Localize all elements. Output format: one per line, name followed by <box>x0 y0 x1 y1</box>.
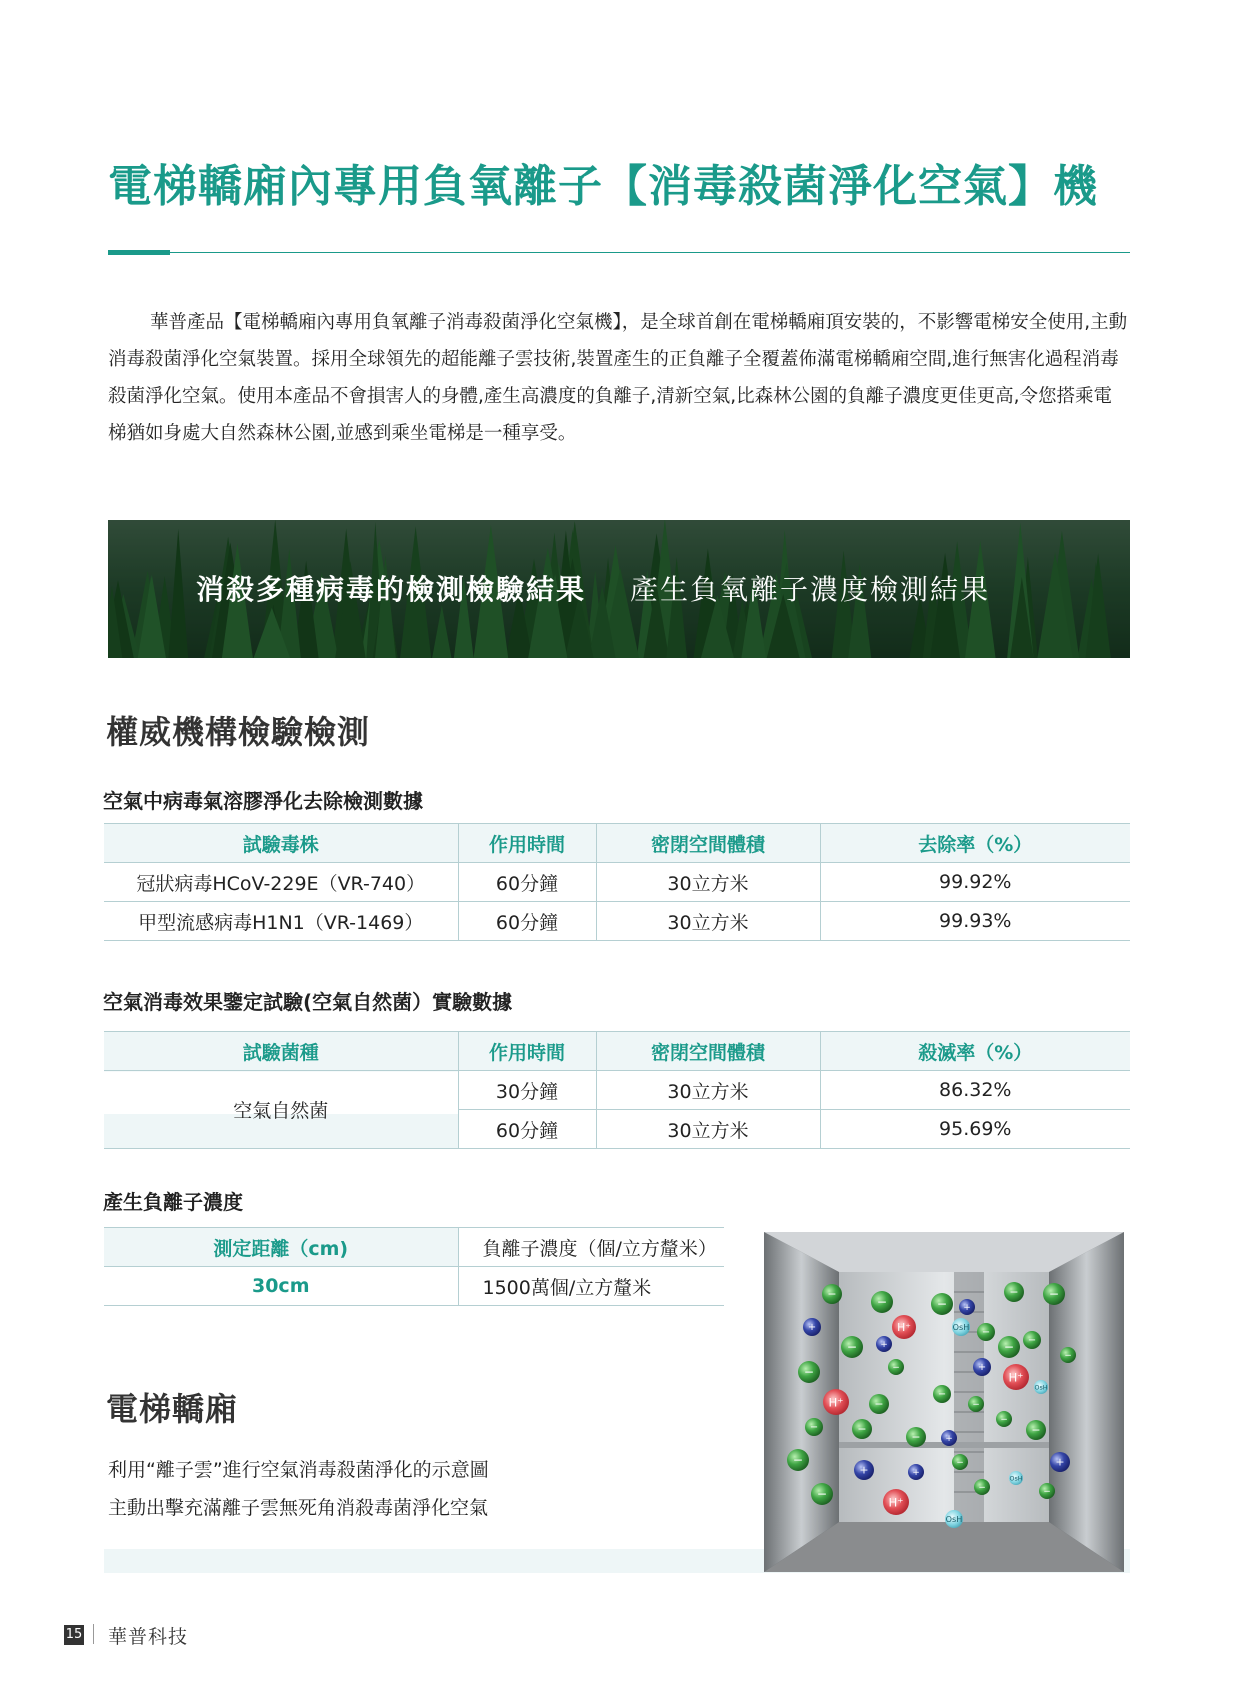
cell-strain: 甲型流感病毒H1N1（VR-1469） <box>104 902 458 941</box>
ion-label: + <box>912 1467 920 1478</box>
table-header-row <box>104 1032 1130 1071</box>
ion-label: − <box>827 1287 837 1301</box>
header-time: 作用時間 <box>458 824 596 863</box>
ion-label: OsH <box>1034 1384 1048 1392</box>
cell-volume: 30立方米 <box>596 863 820 902</box>
header-strain: 試驗毒株 <box>104 824 458 863</box>
table-row <box>104 902 1130 941</box>
ion-label: H⁺ <box>888 1495 904 1510</box>
ion-label: + <box>977 1362 987 1374</box>
forest-banner <box>108 520 1130 658</box>
elevator-image <box>764 1232 1124 1572</box>
banner-virus-results: 消殺多種病毒的檢測檢驗結果 <box>196 573 587 606</box>
ion-label: − <box>972 1399 980 1410</box>
elevator-caption-2: 主動出擊充滿離子雲無死角消殺毒菌淨化空氣 <box>108 1497 489 1519</box>
elevator-caption-1: 利用“離子雲”進行空氣消毒殺菌淨化的示意圖 <box>108 1459 489 1481</box>
ion-label: − <box>981 1327 991 1339</box>
ion-label: + <box>963 1302 971 1313</box>
table1-heading: 空氣中病毒氣溶膠淨化去除檢測數據 <box>103 789 423 813</box>
ion-label: − <box>857 1422 867 1436</box>
page-number: 15 <box>64 1625 84 1645</box>
ion-concentration-table <box>104 1227 724 1306</box>
elevator-ion-illustration <box>764 1232 1124 1572</box>
virus-removal-table <box>104 823 1130 941</box>
cell-distance: 30cm <box>104 1267 458 1306</box>
cell-rate: 99.93% <box>820 902 1130 941</box>
cell-rate: 86.32% <box>820 1071 1130 1110</box>
ion-label: H⁺ <box>1008 1370 1024 1385</box>
ion-label: − <box>1043 1486 1051 1497</box>
ion-label: − <box>911 1430 921 1444</box>
ion-label: − <box>978 1482 986 1493</box>
header-volume: 密閉空間體積 <box>596 824 820 863</box>
ion-label: − <box>846 1339 858 1354</box>
bacteria-kill-table <box>104 1031 1130 1149</box>
table-row <box>104 863 1130 902</box>
cell-time: 60分鐘 <box>458 1110 596 1149</box>
ion-label: − <box>1031 1423 1041 1437</box>
header-strain: 試驗菌種 <box>104 1032 458 1071</box>
ion-label: − <box>1064 1350 1072 1361</box>
table-header-row <box>104 824 1130 863</box>
cell-volume: 30立方米 <box>596 902 820 941</box>
elevator-heading: 電梯轎廂 <box>106 1390 239 1428</box>
ion-label: − <box>874 1397 884 1411</box>
banner-ion-results: 產生負氧離子濃度檢測結果 <box>630 573 991 606</box>
ion-label: − <box>956 1457 964 1468</box>
footer-divider <box>93 1624 94 1644</box>
ion-label: − <box>1048 1286 1060 1301</box>
ion-label: + <box>859 1463 869 1477</box>
ion-label: − <box>792 1452 804 1467</box>
cell-time: 60分鐘 <box>458 863 596 902</box>
header-time: 作用時間 <box>458 1032 596 1071</box>
header-distance: 測定距離（cm) <box>104 1228 458 1267</box>
title-underline <box>170 252 1130 253</box>
cell-volume: 30立方米 <box>596 1071 820 1110</box>
header-volume: 密閉空間體積 <box>596 1032 820 1071</box>
cell-rate: 95.69% <box>820 1110 1130 1149</box>
ion-label: − <box>936 1296 948 1311</box>
table-row <box>104 1071 1130 1110</box>
title-underline-accent <box>108 250 170 255</box>
ion-label: − <box>876 1294 888 1309</box>
cell-volume: 30立方米 <box>596 1110 820 1149</box>
table3-heading: 產生負離子濃度 <box>103 1190 243 1214</box>
ion-label: − <box>1027 1335 1037 1347</box>
table-header-row <box>104 1228 724 1267</box>
cell-concentration: 1500萬個/立方釐米 <box>458 1267 724 1306</box>
header-kill-rate: 殺滅率（%） <box>820 1032 1130 1071</box>
ion-label: OsH <box>945 1514 963 1525</box>
ion-label: − <box>816 1486 828 1501</box>
intro-paragraph: 華普產品【電梯轎廂內專用負氧離子消毒殺菌淨化空氣機】，是全球首創在電梯轎廂頂安裝的，不影響電梯安全使用,主動消毒殺菌淨化空氣裝置。採用全球領先的超能離子雲技術,裝置產生的正負離子全覆蓋佈滿電梯轎廂空間,進行無害化過程消毒殺菌淨化空氣。使用本產品不會損害人的身體,產生高濃度的負離子,清新空氣,比森林公園的負離子濃度更佳更高,令您搭乘電梯猶如身處大自然森林公園,並感到乘坐電梯是一種享受。 <box>108 312 1128 444</box>
ion-label: H⁺ <box>828 1395 844 1410</box>
footer-company: 華普科技 <box>108 1626 189 1648</box>
ion-label: OsH <box>1009 1475 1023 1483</box>
ion-label: − <box>1003 1339 1015 1354</box>
ion-label: − <box>803 1364 815 1379</box>
page-title: 電梯轎廂內專用負氧離子【消毒殺菌淨化空氣】機 <box>108 161 1098 212</box>
ion-label: OsH <box>952 1322 970 1333</box>
ion-label: − <box>1000 1414 1008 1425</box>
ion-label: + <box>945 1433 953 1444</box>
authority-heading: 權威機構檢驗檢測 <box>106 713 371 751</box>
ion-label: − <box>1009 1285 1019 1299</box>
cell-time: 30分鐘 <box>458 1071 596 1110</box>
table2-heading: 空氣消毒效果鑒定試驗(空氣自然菌）實驗數據 <box>103 990 513 1014</box>
ion-label: + <box>807 1322 817 1334</box>
cell-strain: 冠狀病毒HCoV-229E（VR-740） <box>104 863 458 902</box>
ion-label: − <box>809 1422 819 1434</box>
header-removal: 去除率（%） <box>820 824 1130 863</box>
cell-rate: 99.92% <box>820 863 1130 902</box>
header-concentration: 負離子濃度（個/立方釐米） <box>458 1228 724 1267</box>
ion-label: − <box>892 1362 900 1373</box>
table-row <box>104 1267 724 1306</box>
cell-strain: 空氣自然菌 <box>104 1071 458 1149</box>
cell-time: 60分鐘 <box>458 902 596 941</box>
ion-label: + <box>880 1339 888 1350</box>
ion-label: H⁺ <box>897 1321 911 1335</box>
ion-label: − <box>937 1389 947 1401</box>
ion-label: + <box>1055 1455 1065 1469</box>
